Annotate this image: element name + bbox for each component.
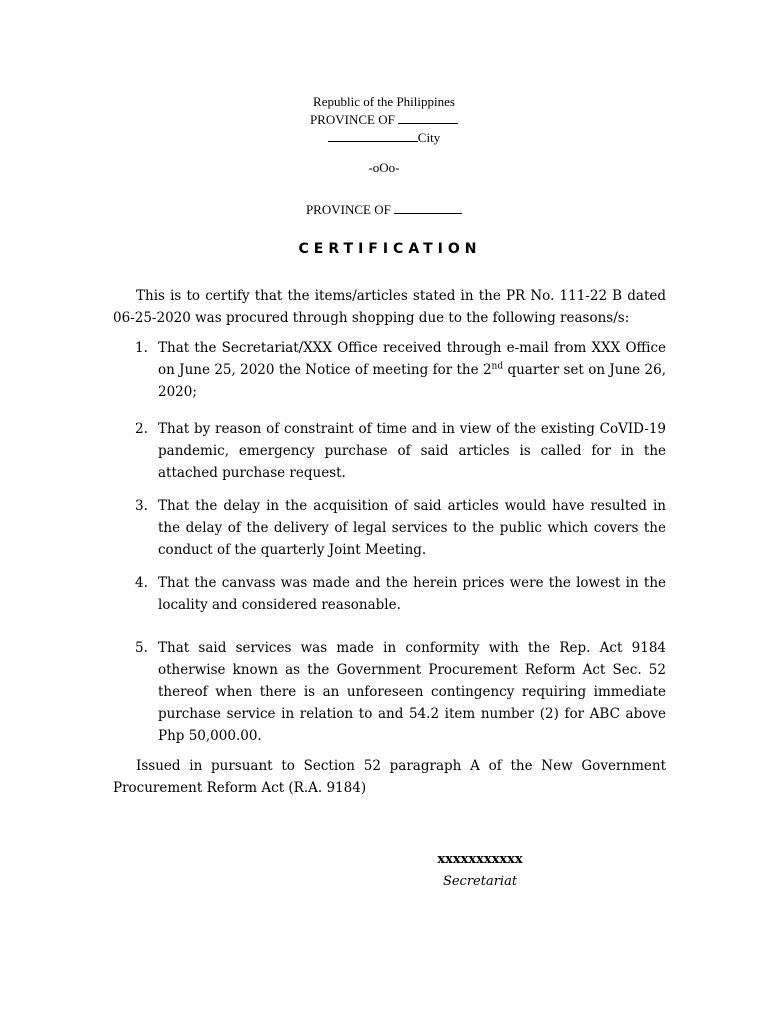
province-label-2: PROVINCE OF — [305, 202, 391, 217]
republic-heading: Republic of the Philippines — [313, 94, 455, 109]
signatory-name: xxxxxxxxxxx — [437, 852, 523, 867]
city-blank — [328, 130, 418, 142]
list-item-number: 5. — [135, 640, 148, 656]
list-item-text: That by reason of constraint of time and in view of the existing CoVID-19 pandemic, emergency purchase of said articles is called for in the attached purchase request. — [158, 421, 666, 481]
separator: -oOo- — [368, 160, 400, 175]
signatory-title: Secretariat — [442, 874, 518, 889]
list-item-number: 2. — [135, 421, 148, 437]
list-item-number: 4. — [135, 575, 148, 591]
closing-paragraph: Issued in pursuant to Section 52 paragraph A of the New Government Procurement Reform Act (R.A. 9184) — [113, 758, 666, 796]
list-item — [135, 337, 666, 403]
ordinal-superscript: nd — [491, 361, 504, 372]
list-item-number: 3. — [135, 498, 148, 514]
list-item-text: That the canvass was made and the herein prices were the lowest in the locality and considered reasonable. — [158, 575, 666, 613]
list-item-text: That the delay in the acquisition of said articles would have resulted in the delay of the delivery of legal services to the public which covers the conduct of the quarterly Joint Meeting. — [158, 498, 666, 558]
list-item-number: 1. — [135, 340, 148, 356]
list-item — [135, 572, 666, 616]
list-item — [135, 495, 666, 561]
province-label: PROVINCE OF — [309, 112, 395, 127]
province-blank-2 — [394, 202, 462, 214]
city-line — [0, 129, 768, 147]
document-title: CERTIFICATION — [298, 241, 482, 257]
list-item-text: That said services was made in conformity with the Rep. Act 9184 otherwise known as the Government Procurement Reform Act Sec. 52 thereof when there is an unforeseen contingency requiring immediate purchase service in relation to and 54.2 item number (2) for ABC above Php 50,000.00. — [158, 640, 666, 744]
list-item — [135, 418, 666, 484]
province-line-2 — [0, 201, 768, 219]
province-blank — [398, 112, 458, 124]
city-label: City — [417, 130, 441, 145]
intro-paragraph: This is to certify that the items/articles stated in the PR No. 111-22 B dated 06-25-2020 was procured through shopping due to the following reasons/s: — [113, 288, 666, 326]
province-line — [0, 111, 768, 129]
list-item-text: That the Secretariat/XXX Office received through e-mail from XXX Office on June 25, 2020 the Notice of meeting for the 2nd quarter set on June 26, 2020; — [158, 340, 666, 400]
list-item — [135, 637, 666, 747]
